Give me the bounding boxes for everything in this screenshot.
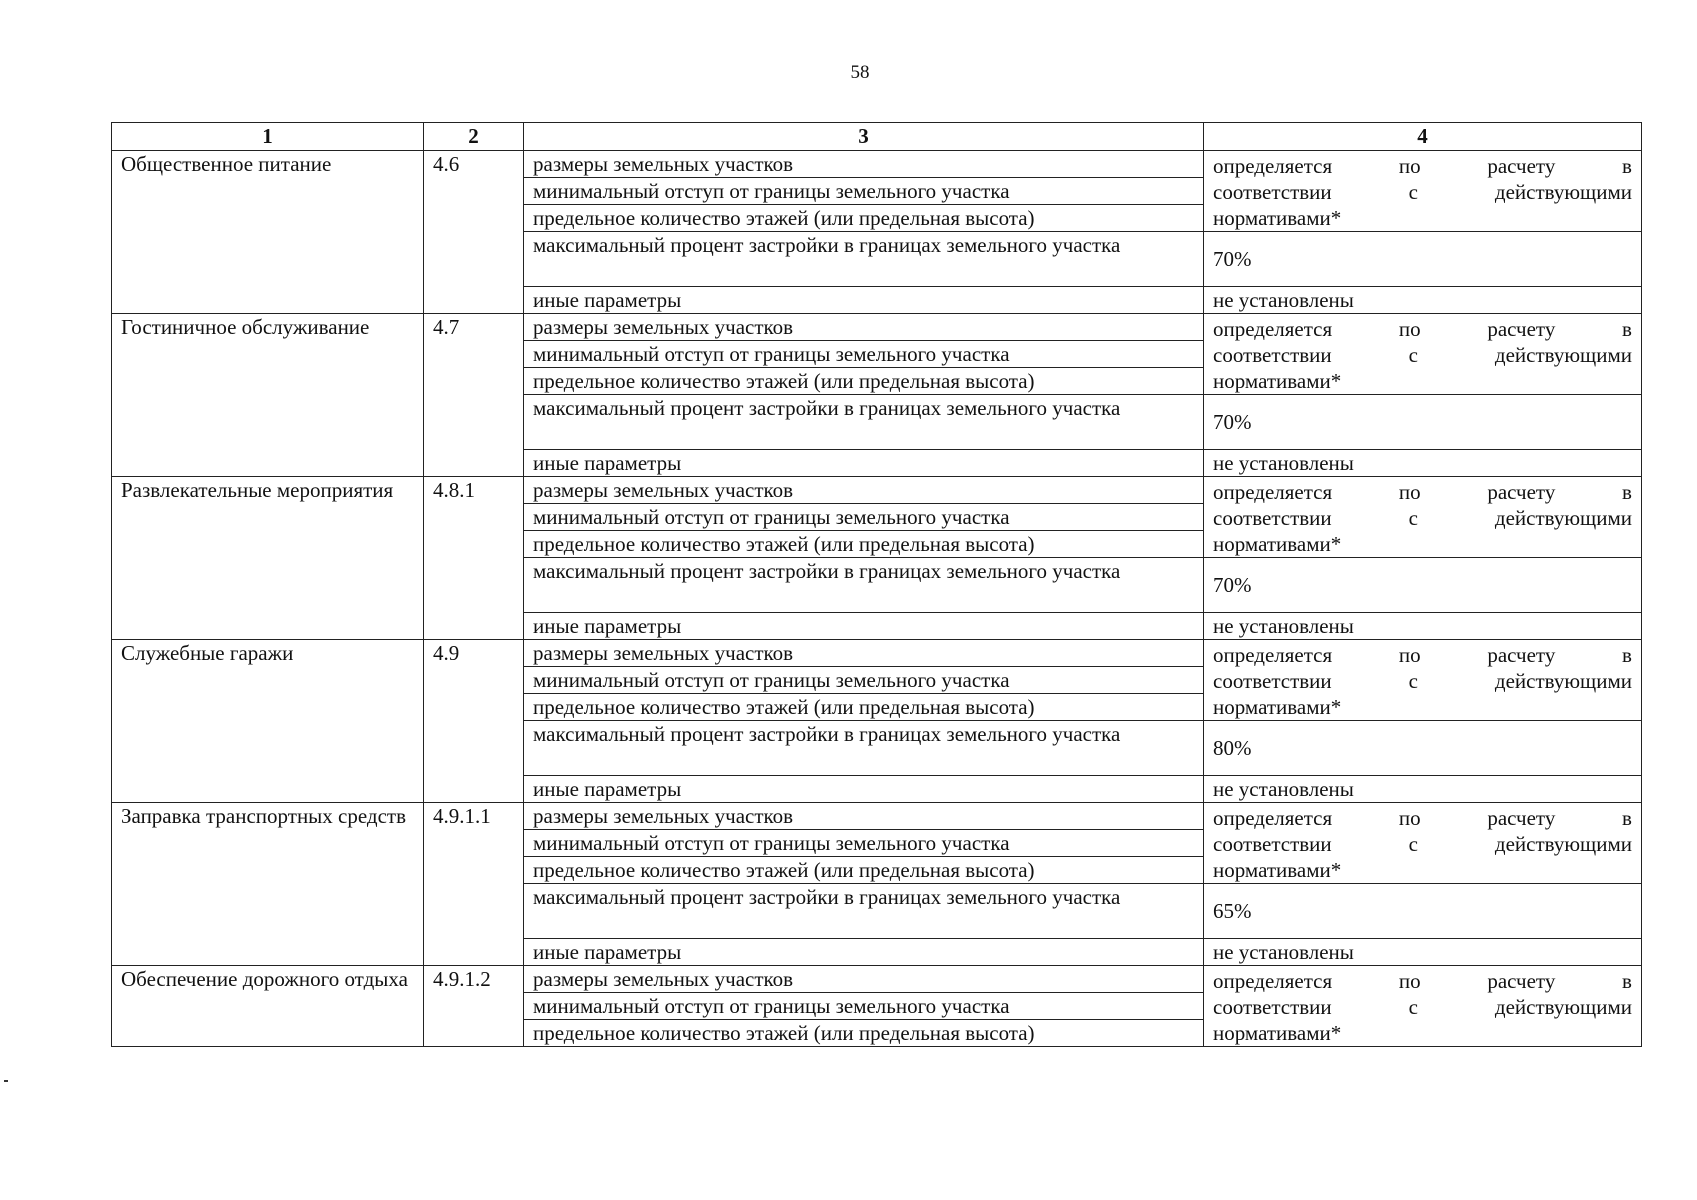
value-word: с [1408, 343, 1418, 367]
value-word: действующими [1494, 343, 1632, 367]
table-row [112, 803, 1642, 830]
parameter-name: иные параметры [524, 776, 1204, 803]
value-word: определяется [1213, 643, 1333, 667]
value-word: определяется [1213, 806, 1333, 830]
header-cell: 3 [524, 123, 1204, 151]
regulations-table [111, 122, 1642, 1047]
value-word: нормативами* [1213, 858, 1342, 882]
value-word: в [1622, 480, 1632, 504]
value-word: определяется [1213, 969, 1333, 993]
value-word: по [1398, 643, 1421, 667]
value-percent: 70% [1204, 395, 1642, 450]
parameter-name: иные параметры [524, 287, 1204, 314]
use-type-code: 4.6 [424, 151, 524, 314]
parameter-name: размеры земельных участков [524, 966, 1204, 993]
value-word: по [1398, 806, 1421, 830]
table-header-row [112, 123, 1642, 151]
use-type-name: Общественное питание [112, 151, 424, 314]
value-word: с [1408, 832, 1418, 856]
table-row [112, 966, 1642, 993]
value-percent: 80% [1204, 721, 1642, 776]
value-percent: 65% [1204, 884, 1642, 939]
use-type-name: Гостиничное обслуживание [112, 314, 424, 477]
value-word: расчету [1487, 643, 1556, 667]
value-determined [1204, 803, 1642, 884]
use-type-code: 4.9.1.1 [424, 803, 524, 966]
parameter-name: размеры земельных участков [524, 314, 1204, 341]
parameter-name: иные параметры [524, 613, 1204, 640]
value-word: соответствии [1213, 995, 1332, 1019]
value-percent: 70% [1204, 558, 1642, 613]
value-not-set: не установлены [1204, 287, 1642, 314]
parameter-name: минимальный отступ от границы земельного участка [524, 993, 1204, 1020]
value-determined [1204, 640, 1642, 721]
parameter-name: максимальный процент застройки в границах земельного участка [524, 884, 1204, 939]
parameter-name: размеры земельных участков [524, 640, 1204, 667]
scan-mark [4, 1080, 8, 1082]
value-not-set: не установлены [1204, 450, 1642, 477]
value-determined [1204, 314, 1642, 395]
value-word: действующими [1494, 506, 1632, 530]
value-word: определяется [1213, 317, 1333, 341]
value-word: с [1408, 506, 1418, 530]
value-word: соответствии [1213, 343, 1332, 367]
parameter-name: предельное количество этажей (или предельная высота) [524, 531, 1204, 558]
use-type-code: 4.9 [424, 640, 524, 803]
value-word: нормативами* [1213, 369, 1342, 393]
value-word: расчету [1487, 154, 1556, 178]
parameter-name: размеры земельных участков [524, 151, 1204, 178]
parameter-name: предельное количество этажей (или предельная высота) [524, 694, 1204, 721]
value-word: в [1622, 643, 1632, 667]
value-word: по [1398, 969, 1421, 993]
value-word: в [1622, 969, 1632, 993]
value-word: в [1622, 317, 1632, 341]
page-number: 58 [850, 62, 870, 83]
parameter-name: максимальный процент застройки в границах земельного участка [524, 232, 1204, 287]
value-word: определяется [1213, 480, 1333, 504]
parameter-name: предельное количество этажей (или предельная высота) [524, 205, 1204, 232]
value-word: нормативами* [1213, 532, 1342, 556]
value-word: соответствии [1213, 506, 1332, 530]
value-word: соответствии [1213, 832, 1332, 856]
value-determined [1204, 151, 1642, 232]
value-word: действующими [1494, 995, 1632, 1019]
parameter-name: предельное количество этажей (или предельная высота) [524, 368, 1204, 395]
header-cell: 1 [112, 123, 424, 151]
parameter-name: минимальный отступ от границы земельного участка [524, 178, 1204, 205]
parameter-name: минимальный отступ от границы земельного участка [524, 504, 1204, 531]
value-determined [1204, 966, 1642, 1047]
value-word: соответствии [1213, 669, 1332, 693]
parameter-name: размеры земельных участков [524, 477, 1204, 504]
header-cell: 2 [424, 123, 524, 151]
use-type-name: Заправка транспортных средств [112, 803, 424, 966]
parameter-name: минимальный отступ от границы земельного участка [524, 830, 1204, 857]
value-word: по [1398, 480, 1421, 504]
value-word: определяется [1213, 154, 1333, 178]
value-not-set: не установлены [1204, 613, 1642, 640]
table-row [112, 314, 1642, 341]
table-row [112, 151, 1642, 178]
value-not-set: не установлены [1204, 939, 1642, 966]
value-word: соответствии [1213, 180, 1332, 204]
parameter-name: минимальный отступ от границы земельного участка [524, 341, 1204, 368]
value-not-set: не установлены [1204, 776, 1642, 803]
value-word: с [1408, 180, 1418, 204]
parameter-name: предельное количество этажей (или предельная высота) [524, 857, 1204, 884]
value-word: с [1408, 669, 1418, 693]
table-body [112, 151, 1642, 1047]
value-word: с [1408, 995, 1418, 1019]
use-type-code: 4.7 [424, 314, 524, 477]
value-word: нормативами* [1213, 1021, 1342, 1045]
table-row [112, 477, 1642, 504]
value-word: нормативами* [1213, 695, 1342, 719]
value-word: в [1622, 154, 1632, 178]
parameter-name: предельное количество этажей (или предельная высота) [524, 1020, 1204, 1047]
use-type-code: 4.8.1 [424, 477, 524, 640]
value-word: нормативами* [1213, 206, 1342, 230]
value-word: расчету [1487, 969, 1556, 993]
header-cell: 4 [1204, 123, 1642, 151]
parameter-name: максимальный процент застройки в границах земельного участка [524, 721, 1204, 776]
use-type-name: Развлекательные мероприятия [112, 477, 424, 640]
value-word: действующими [1494, 180, 1632, 204]
table-row [112, 640, 1642, 667]
use-type-name: Обеспечение дорожного отдыха [112, 966, 424, 1047]
parameter-name: иные параметры [524, 939, 1204, 966]
use-type-code: 4.9.1.2 [424, 966, 524, 1047]
value-word: расчету [1487, 480, 1556, 504]
value-word: по [1398, 154, 1421, 178]
parameter-name: иные параметры [524, 450, 1204, 477]
value-word: расчету [1487, 317, 1556, 341]
value-word: действующими [1494, 832, 1632, 856]
parameter-name: максимальный процент застройки в границах земельного участка [524, 558, 1204, 613]
value-word: расчету [1487, 806, 1556, 830]
value-word: в [1622, 806, 1632, 830]
value-word: действующими [1494, 669, 1632, 693]
parameter-name: максимальный процент застройки в границах земельного участка [524, 395, 1204, 450]
value-percent: 70% [1204, 232, 1642, 287]
use-type-name: Служебные гаражи [112, 640, 424, 803]
value-word: по [1398, 317, 1421, 341]
parameter-name: размеры земельных участков [524, 803, 1204, 830]
parameter-name: минимальный отступ от границы земельного участка [524, 667, 1204, 694]
value-determined [1204, 477, 1642, 558]
